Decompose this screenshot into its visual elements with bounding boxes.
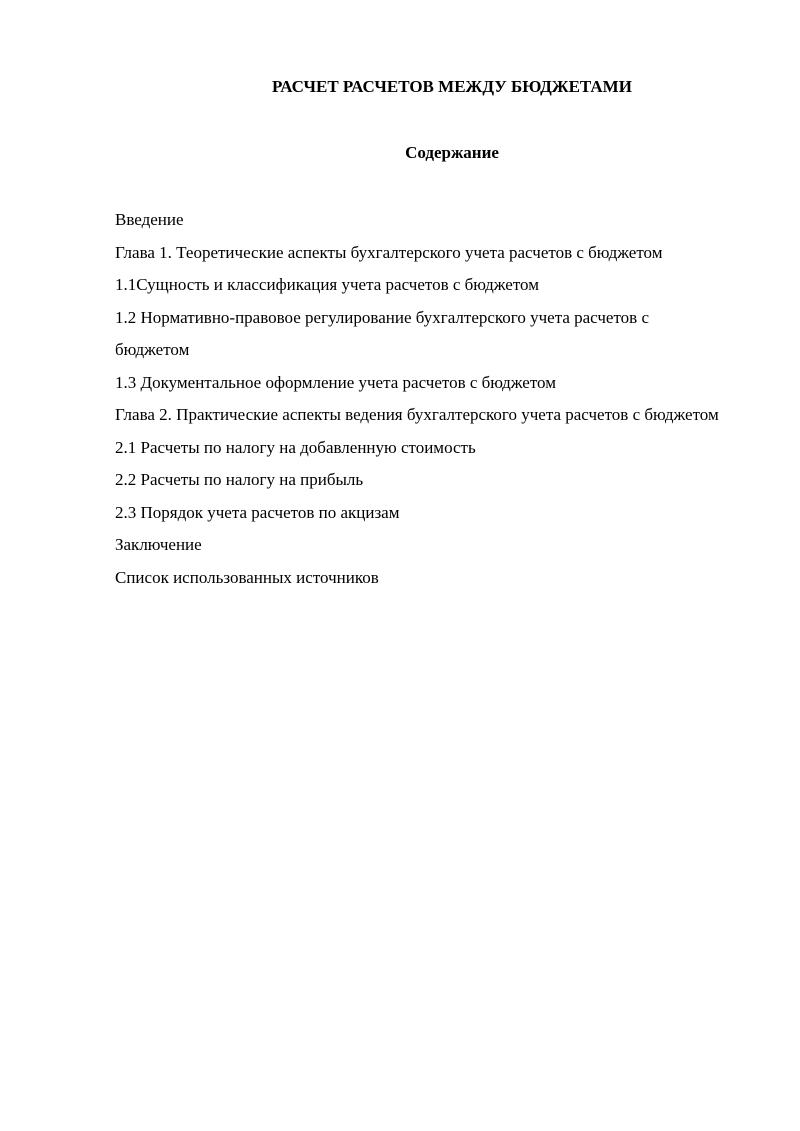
toc-item-2-3: 2.3 Порядок учета расчетов по акцизам [115,502,400,522]
toc-item-chapter-1: Глава 1. Теоретические аспекты бухгалтерского учета расчетов с бюджетом [115,242,663,262]
toc-item-chapter-2: Глава 2. Практические аспекты ведения бухгалтерского учета расчетов с бюджетом [115,405,719,424]
toc-heading: Содержание [405,143,499,162]
toc-item-conclusion: Заключение [115,535,202,554]
toc-item-2-1: 2.1 Расчеты по налогу на добавленную стоимость [115,437,476,457]
toc-item-1-1: 1.1Сущность и классификация учета расчетов с бюджетом [115,275,539,294]
table-of-contents [115,204,727,594]
toc-item-1-2: 1.2 Нормативно-правовое регулирование бухгалтерского учета расчетов с бюджетом [115,307,650,359]
document-title: РАСЧЕТ РАСЧЕТОВ МЕЖДУ БЮДЖЕТАМИ [272,77,632,96]
toc-item-2-2: 2.2 Расчеты по налогу на прибыль [115,470,364,489]
toc-item-references: Список использованных источников [115,567,379,587]
toc-item-1-3: 1.3 Документальное оформление учета расчетов с бюджетом [115,372,556,392]
toc-item-introduction: Введение [115,210,184,229]
